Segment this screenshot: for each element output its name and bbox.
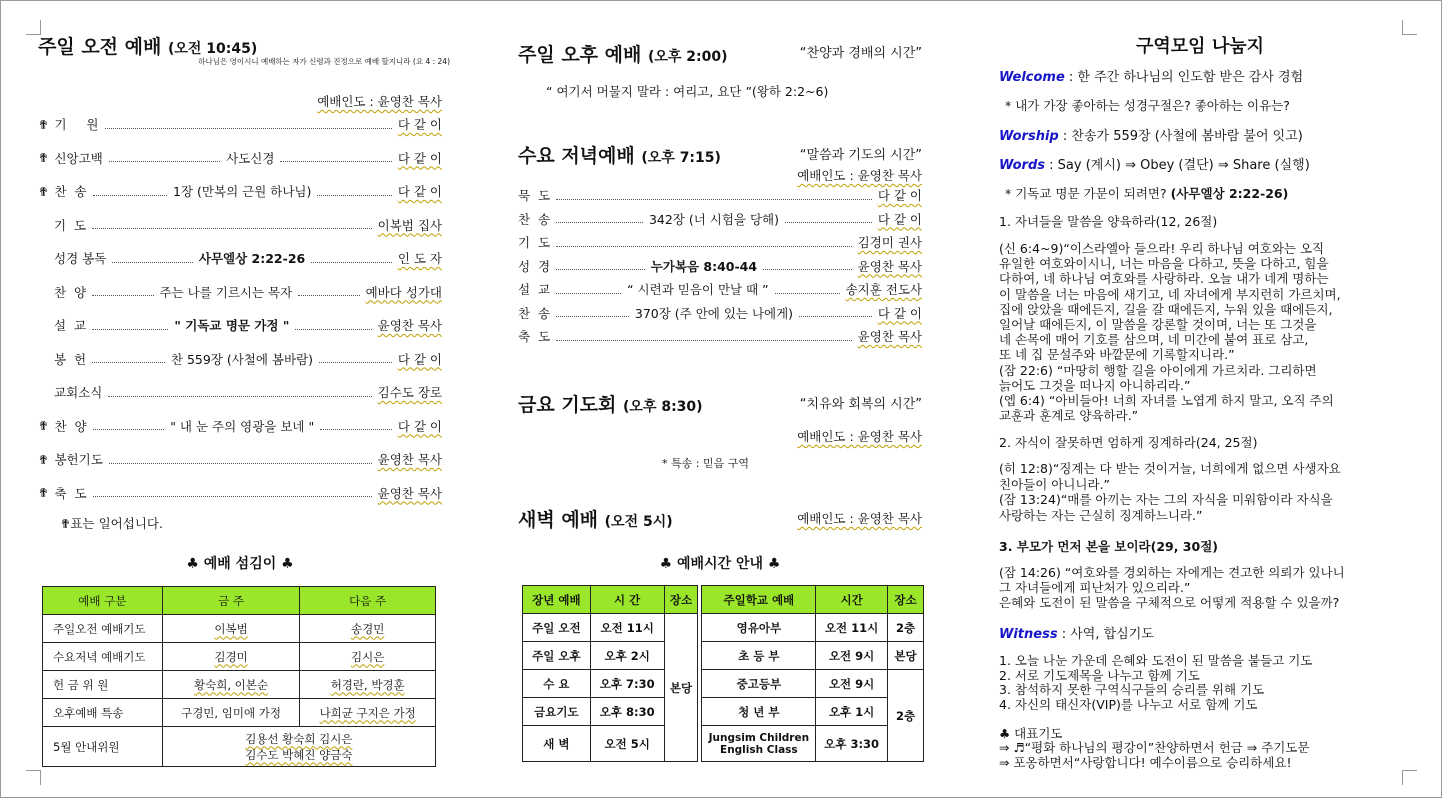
text-line: 은혜와 도전이 된 말씀을 구체적으로 어떻게 적용할 수 있을까? — [999, 595, 1340, 610]
service-order-detail: 찬 559장 (사철에 봄바람) — [170, 351, 314, 367]
point-1-title: 1. 자녀들을 말씀을 양육하라(12, 26절) — [999, 214, 1218, 229]
service-order-row — [38, 350, 442, 368]
dot-leader — [92, 287, 153, 296]
service-order-label-text: 찬 송 — [518, 305, 551, 321]
service-order-label-text: 찬 양 — [54, 284, 87, 300]
service-order-label-text: 성 경 — [518, 258, 551, 274]
afternoon-title: 주일 오후 예배 — [518, 44, 642, 66]
service-order-label — [518, 186, 550, 204]
service-order-person: 다 같 이 — [397, 351, 442, 367]
servers-cell: 수요저녁 예배기도 — [43, 643, 163, 671]
service-order-row — [518, 280, 922, 298]
servers-cell: 황숙희, 이본순 — [162, 671, 300, 699]
text-line: ⇒ 포옹하면서“사랑합니다! 예수이름으로 승리하세요! — [999, 755, 1292, 770]
point-2-body — [999, 462, 1409, 526]
witness-text: : 사역, 합심기도 — [1061, 627, 1154, 642]
text-line: (엡 6:4) “아비들아! 너희 자녀를 노엽게 하지 말고, 오직 주의 — [999, 393, 1334, 408]
table-row — [523, 698, 924, 726]
wednesday-theme: “말씀과 기도의 시간” — [799, 148, 922, 163]
service-order-row — [518, 327, 922, 345]
schedule-cell: 오전 9시 — [816, 642, 888, 670]
words-text: : Say (계시) ⇒ Obey (결단) ⇒ Share (실행) — [1049, 158, 1310, 173]
dot-leader — [556, 238, 852, 247]
service-order-label-text: 찬 양 — [54, 418, 87, 434]
servers-cell: 구경민, 임미애 가정 — [162, 699, 300, 727]
schedule-title: ♣ 예배시간 안내 ♣ — [659, 556, 781, 572]
service-order-row — [518, 210, 922, 228]
service-order-label — [54, 115, 98, 133]
wednesday-title: 수요 저녁예배 — [518, 145, 635, 167]
words-line — [999, 154, 1310, 173]
service-order-label — [54, 316, 86, 334]
schedule-cell: 주일 오전 — [523, 614, 591, 642]
closing-lines — [999, 741, 1409, 773]
servers-cell: 송경민 — [300, 615, 436, 643]
service-order-label — [518, 210, 550, 228]
servers-header-this-week: 금 주 — [162, 587, 300, 615]
schedule-cell: 주일 오후 — [523, 642, 591, 670]
servers-cell: 김시은 — [300, 643, 436, 671]
text-line: 그 자녀들에게 피난처가 있으리라.” — [999, 580, 1191, 595]
schedule-header-school: 주일학교 예배 — [702, 586, 816, 614]
schedule-header-time: 시 간 — [590, 586, 664, 614]
dot-leader — [108, 388, 371, 397]
text-line: (잠 22:6) “마땅히 행할 길을 아이에게 가르치라. 그리하면 — [999, 362, 1317, 378]
dot-leader — [556, 285, 621, 294]
servers-cell: 5월 안내위원 — [43, 727, 163, 767]
servers-cell: 나희균 구지은 가정 — [300, 699, 436, 727]
service-order-row — [518, 186, 922, 204]
servers-cell: 주일오전 예배기도 — [43, 615, 163, 643]
service-order-row — [38, 149, 442, 167]
text-line: 4. 자신의 태신자(VIP)를 나누고 서로 함께 기도 — [999, 696, 1258, 712]
service-order-person: 윤영찬 목사 — [857, 329, 922, 344]
table-row — [43, 699, 436, 727]
schedule-cell: 오후 8:30 — [590, 698, 664, 726]
service-order-label — [54, 149, 102, 167]
dawn-leader: 예배인도 : 윤영찬 목사 — [797, 511, 922, 526]
morning-order-list — [38, 0, 442, 600]
service-order-person: 송지훈 전도사 — [845, 282, 923, 297]
service-order-label-text: 봉 헌 — [54, 351, 87, 367]
welcome-line — [999, 66, 1303, 85]
service-order-label — [54, 249, 106, 267]
dot-leader — [556, 191, 872, 200]
service-order-row — [38, 182, 442, 200]
service-order-detail: 사무엘상 2:22-26 — [198, 251, 306, 266]
corner-mark-bottom-left — [26, 770, 41, 785]
dot-leader — [763, 261, 852, 270]
afternoon-time: (오후 2:00) — [647, 49, 728, 65]
service-order-label-text: 신앙고백 — [54, 150, 103, 166]
adult-place-cell: 본당 — [664, 614, 698, 762]
schedule-cell: 오후 3:30 — [816, 726, 888, 762]
service-order-label-text: 기 도 — [518, 235, 551, 250]
service-order-person: 예바다 성가대 — [365, 284, 442, 300]
schedule-cell: 수 요 — [523, 670, 591, 698]
service-order-label — [518, 327, 550, 345]
service-order-row — [38, 216, 442, 234]
stand-cross-icon: ✟ — [38, 418, 49, 433]
service-order-row — [518, 257, 922, 275]
schedule-header-adult: 장년 예배 — [523, 586, 591, 614]
dot-leader — [320, 421, 392, 430]
table-row — [43, 727, 436, 767]
schedule-cell: 청 년 부 — [702, 698, 816, 726]
schedule-cell: 새 벽 — [523, 726, 591, 762]
service-order-label-text: 기 원 — [54, 117, 99, 132]
schedule-cell: 오전 9시 — [816, 670, 888, 698]
servers-cell: 허경란, 박경훈 — [300, 671, 436, 699]
dot-leader — [311, 254, 392, 263]
text-line: 다하여, 네 하나님 여호와를 사랑하라. 오늘 내가 네게 명하는 — [999, 271, 1329, 287]
service-order-label — [54, 450, 102, 468]
service-order-label-text: 축 도 — [518, 329, 551, 344]
text-line: 교훈과 훈계로 양육하라.” — [999, 408, 1139, 424]
schedule-cell: Jungsim Children English Class — [702, 726, 816, 762]
text-line: (히 12:8)“징계는 다 받는 것이거늘, 너희에게 없으면 사생자요 — [999, 461, 1341, 476]
words-keyword: Words — [999, 158, 1046, 173]
stand-cross-icon: ✟ — [38, 116, 49, 132]
servers-cell: 헌 금 위 원 — [43, 671, 163, 699]
cell-sheet-title: 구역모임 나눔지 — [1136, 36, 1264, 57]
service-order-person: 다 같 이 — [877, 188, 922, 203]
point-1-body — [999, 242, 1409, 432]
dot-leader — [93, 421, 165, 430]
worship-line — [999, 125, 1303, 144]
service-order-row — [38, 115, 442, 133]
schedule-cell: 오후 1시 — [816, 698, 888, 726]
point-3-body — [999, 566, 1409, 612]
friday-heading — [518, 390, 703, 417]
question-famous-family-line — [1005, 184, 1288, 202]
text-line: 유일한 여호와이시니, 너는 마음을 다하고, 뜻을 다하고, 힘을 — [999, 256, 1329, 272]
dot-leader — [280, 153, 391, 162]
service-order-detail: 1장 (만복의 근원 하나님) — [173, 184, 312, 199]
service-order-row — [38, 450, 442, 468]
morning-title: 주일 오전 예배 — [38, 36, 162, 58]
service-order-label-text: 찬 송 — [54, 184, 87, 199]
question-famous-family: * 기독교 명문 가문이 되려면? — [1005, 186, 1167, 201]
ushers-line-2: 김수도 박혜진 양금숙 — [245, 747, 353, 762]
service-order-label — [54, 283, 86, 301]
service-order-person: 김수도 장로 — [377, 385, 442, 400]
dot-leader — [92, 321, 168, 330]
wednesday-leader: 예배인도 : 윤영찬 목사 — [797, 168, 922, 183]
dot-leader — [109, 153, 220, 162]
dot-leader — [775, 285, 840, 294]
table-row — [523, 642, 924, 670]
morning-verse: 하나님은 영이시니 예배하는 자가 신령과 진정으로 예배 할지니라 (요 4 : 24) — [198, 57, 450, 66]
school-place-cell: 2층 — [888, 614, 924, 642]
point-3-title: 3. 부모가 먼저 본을 보이라(29, 30절) — [999, 539, 1218, 554]
servers-cell: 오후예배 특송 — [43, 699, 163, 727]
service-order-person: 다 같 이 — [877, 305, 923, 321]
service-order-label — [54, 417, 86, 435]
service-order-row — [518, 233, 922, 251]
dot-leader — [317, 187, 391, 196]
service-order-detail: “ 시련과 믿음이 만날 때 ” — [627, 282, 769, 297]
service-order-detail: 370장 (주 안에 있는 나에게) — [634, 305, 794, 321]
service-order-row — [38, 316, 442, 334]
friday-title: 금요 기도회 — [518, 394, 617, 416]
text-line: 사랑하는 자는 근실히 징계하느니라.” — [999, 507, 1203, 523]
ushers-line-1: 김용선 황숙희 김시은 — [245, 731, 353, 746]
dot-leader — [319, 354, 392, 363]
prayer-list — [999, 654, 1409, 714]
service-order-label — [518, 304, 550, 322]
service-order-detail: " 기독교 명문 가정 " — [174, 318, 290, 333]
text-line: 늙어도 그것을 떠나지 아니하리라.” — [999, 377, 1191, 393]
dot-leader — [785, 214, 872, 223]
dot-leader — [93, 488, 372, 497]
servers-header-type: 예배 구분 — [43, 587, 163, 615]
service-order-row — [518, 304, 922, 322]
dot-leader — [799, 308, 872, 317]
service-order-label — [54, 484, 86, 502]
service-order-detail: 주는 나를 기르시는 목자 — [159, 284, 293, 300]
table-row — [43, 643, 436, 671]
text-line: 일어날 때에든지, 이 말씀을 강론할 것이며, 너는 또 그것을 — [999, 317, 1317, 332]
service-order-person: 다 같 이 — [397, 150, 443, 166]
friday-time: (오후 8:30) — [623, 399, 703, 415]
dot-leader — [92, 220, 372, 229]
text-line: 3. 참석하지 못한 구역식구들의 승리를 위해 기도 — [999, 682, 1265, 697]
service-order-person: 윤영찬 목사 — [377, 318, 442, 333]
schedule-header-school-place: 장소 — [888, 586, 924, 614]
schedule-cell: 오전 5시 — [590, 726, 664, 762]
welcome-text: : 한 주간 하나님의 인도함 받은 감사 경험 — [1068, 70, 1304, 85]
service-order-label-text: 기 도 — [54, 217, 87, 233]
service-order-label-text: 설 교 — [54, 318, 87, 333]
welcome-keyword: Welcome — [999, 70, 1065, 85]
dot-leader — [298, 287, 359, 296]
text-line: 또 네 집 문설주와 바깥문에 기록할지니라.” — [999, 347, 1235, 363]
schedule-cell: 오전 11시 — [816, 614, 888, 642]
afternoon-text: “ 여기서 머물지 말라 : 여리고, 요단 ”(왕하 2:2~6) — [546, 84, 829, 99]
point-2-title: 2. 자식이 잘못하면 엄하게 징계하라(24, 25절) — [999, 435, 1258, 450]
service-order-detail: 누가복음 8:40-44 — [650, 258, 758, 274]
dot-leader — [105, 120, 392, 129]
worship-text: : 찬송가 559장 (사철에 봄바람 불어 잇고) — [1062, 129, 1303, 144]
dot-leader — [556, 332, 852, 341]
text-line: (잠 13:24)“매를 아끼는 자는 그의 자식을 미워함이라 자식을 — [999, 492, 1333, 507]
service-order-row — [38, 484, 442, 502]
afternoon-theme: “찬양과 경배의 시간” — [799, 46, 922, 61]
schedule-cell: 오후 2시 — [590, 642, 664, 670]
question-scripture-ref: (사무엘상 2:22-26) — [1170, 186, 1289, 201]
servers-title: ♣ 예배 섬김이 ♣ — [186, 556, 294, 572]
stand-cross-icon: ✟ — [38, 150, 49, 165]
dawn-time: (오전 5시) — [604, 514, 673, 530]
service-order-person: 윤영찬 목사 — [377, 452, 442, 467]
service-order-label-text: 묵 도 — [518, 188, 551, 203]
service-order-person: 윤영찬 목사 — [377, 485, 442, 501]
text-line: ⇒ ♬“평화 하나님의 평강이”찬양하면서 헌금 ⇒ 주기도문 — [999, 740, 1310, 755]
service-order-person: 다 같 이 — [397, 117, 442, 132]
service-order-label-text: 교회소식 — [54, 385, 103, 400]
schedule-cell: 오후 7:30 — [590, 670, 664, 698]
service-order-detail: " 내 눈 주의 영광을 보네 " — [170, 418, 315, 434]
service-order-label — [518, 233, 550, 251]
service-order-row — [38, 417, 442, 435]
dot-leader — [112, 254, 193, 263]
service-order-label — [54, 216, 86, 234]
stand-cross-icon: ✟ — [38, 183, 49, 199]
schedule-cell: 금요기도 — [523, 698, 591, 726]
stand-note: ✟표는 일어섭니다. — [60, 516, 163, 531]
worship-keyword: Worship — [999, 129, 1059, 144]
service-order-row — [38, 383, 442, 401]
service-order-person: 이복범 집사 — [377, 217, 442, 233]
service-order-label — [518, 257, 550, 275]
schedule-header-school-time: 시간 — [816, 586, 888, 614]
school-place-cell: 본당 — [888, 642, 924, 670]
stand-cross-icon: ✟ — [38, 451, 49, 467]
service-order-person: 다 같 이 — [397, 184, 442, 199]
service-order-label — [54, 383, 102, 401]
servers-cell: 김경미 — [162, 643, 300, 671]
service-order-label — [518, 280, 550, 298]
schedule-cell: 중고등부 — [702, 670, 816, 698]
service-order-person: 다 같 이 — [877, 211, 923, 227]
dawn-title: 새벽 예배 — [518, 509, 599, 531]
stand-cross-icon: ✟ — [38, 485, 49, 500]
service-order-row — [38, 283, 442, 301]
schedule-table — [522, 585, 924, 762]
dot-leader — [556, 261, 645, 270]
table-row — [523, 614, 924, 642]
text-line: (잠 14:26) “여호와를 경외하는 자에게는 견고한 의뢰가 있나니 — [999, 565, 1345, 580]
service-order-detail: 342장 (너 시험을 당해) — [648, 211, 779, 227]
dot-leader — [556, 214, 643, 223]
schedule-cell: 오전 11시 — [590, 614, 664, 642]
service-order-label-text: 봉헌기도 — [54, 452, 103, 467]
table-row — [43, 671, 436, 699]
morning-leader: 예배인도 : 윤영찬 목사 — [317, 94, 442, 109]
text-line: (신 6:4~9)“이스라엘아 들으라! 우리 하나님 여호와는 오직 — [999, 241, 1325, 256]
service-order-row — [38, 249, 442, 267]
friday-leader: 예배인도 : 윤영찬 목사 — [797, 429, 922, 444]
schedule-cell: 영유아부 — [702, 614, 816, 642]
service-order-person: 윤영찬 목사 — [857, 258, 923, 274]
wednesday-order-list — [518, 0, 922, 400]
dot-leader — [92, 354, 165, 363]
witness-line — [999, 623, 1154, 642]
text-line: 1. 오늘 나눈 가운데 은혜와 도전이 된 말씀을 붙들고 기도 — [999, 653, 1313, 668]
wednesday-time: (오후 7:15) — [641, 150, 721, 166]
closing-title: ♣ 대표기도 — [999, 726, 1063, 741]
service-order-label — [54, 182, 86, 200]
table-row — [43, 615, 436, 643]
text-line: 집에 앉았을 때에든지, 길을 갈 때에든지, 누워 있을 때에든지, — [999, 301, 1333, 317]
dawn-heading — [518, 505, 673, 532]
friday-theme: “치유와 회복의 시간” — [799, 397, 922, 412]
table-row — [523, 670, 924, 698]
dot-leader — [93, 187, 167, 196]
friday-special-note: * 특송 : 믿음 구역 — [662, 457, 749, 470]
service-order-detail: 사도신경 — [226, 150, 275, 166]
text-line: 이 말씀을 너는 마음에 새기고, 네 자녀에게 부지런히 가르치며, — [999, 286, 1341, 302]
servers-table — [42, 586, 436, 767]
schedule-header-place: 장소 — [664, 586, 698, 614]
service-order-person: 김경미 권사 — [857, 235, 922, 250]
service-order-label-text: 찬 송 — [518, 211, 551, 227]
witness-keyword: Witness — [999, 627, 1058, 642]
servers-header-next-week: 다음 주 — [300, 587, 436, 615]
service-order-label-text: 성경 봉독 — [54, 251, 107, 266]
service-order-label-text: 설 교 — [518, 282, 551, 297]
servers-cell: 이복범 — [162, 615, 300, 643]
dot-leader — [109, 455, 372, 464]
question-favorite-verse: * 내가 가장 좋아하는 성경구절은? 좋아하는 이유는? — [1005, 98, 1290, 113]
text-line: 친아들이 아니니라.” — [999, 476, 1111, 492]
dot-leader — [556, 308, 629, 317]
table-row — [523, 726, 924, 762]
service-order-person: 다 같 이 — [397, 418, 443, 434]
school-place-cell: 2층 — [888, 670, 924, 762]
service-order-label — [54, 350, 86, 368]
service-order-label-text: 축 도 — [54, 485, 87, 501]
morning-time: (오전 10:45) — [167, 41, 258, 57]
service-order-person: 인 도 자 — [397, 251, 443, 266]
schedule-cell: 초 등 부 — [702, 642, 816, 670]
text-line: 2. 서로 기도제목을 나누고 함께 기도 — [999, 667, 1200, 683]
dot-leader — [295, 321, 371, 330]
text-line: 네 손목에 매어 기호를 삼으며, 네 미간에 붙여 표로 삼고, — [999, 332, 1309, 348]
